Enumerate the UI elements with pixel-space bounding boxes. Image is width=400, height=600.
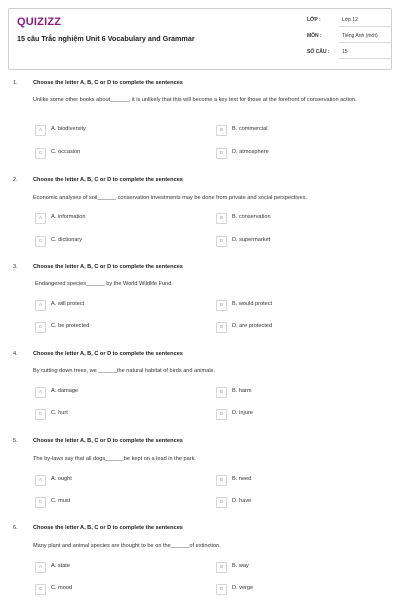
meta-divider: [339, 26, 391, 27]
option-text: A. damage: [51, 388, 79, 394]
question-instruction: Choose the letter A, B, C or D to complete the sentences: [33, 438, 183, 444]
question-text: By cutting down trees, we ______the natural habitat of birds and animals.: [33, 368, 215, 374]
option-text: D. atmosphere: [232, 149, 269, 155]
question-text: Many plant and animal species are thought to be on the______of extinction.: [33, 543, 221, 549]
option-letter-box: D: [216, 322, 227, 333]
worksheet-title: 15 câu Trắc nghiệm Unit 6 Vocabulary and Grammar: [17, 34, 195, 43]
question-number: 5.: [13, 438, 18, 444]
question-number: 1.: [13, 80, 18, 86]
option-letter-box: C: [35, 497, 46, 508]
option-letter-box: A: [35, 387, 46, 398]
option-text: B. way: [232, 563, 249, 569]
option-text: C. be protected: [51, 323, 90, 329]
option-text: D. injure: [232, 410, 253, 416]
question-text: Unlike some other books about______, it is unlikely that this will become a key text for those at the forefront of conservation action.: [33, 97, 357, 103]
option-text: B. conservation: [232, 214, 271, 220]
meta-label-class: LỚP :: [307, 17, 321, 23]
question-instruction: Choose the letter A, B, C or D to complete the sentences: [33, 177, 183, 183]
meta-label-subject: MÔN :: [307, 33, 322, 39]
option-text: A. biodiversity: [51, 126, 86, 132]
option-letter-box: B: [216, 387, 227, 398]
option-letter-box: C: [35, 409, 46, 420]
option-letter-box: A: [35, 562, 46, 573]
question-instruction: Choose the letter A, B, C or D to complete the sentences: [33, 80, 183, 86]
option-letter-box: C: [35, 584, 46, 595]
option-text: B. harm: [232, 388, 252, 394]
option-text: D. verge: [232, 585, 254, 591]
option-letter-box: D: [216, 497, 227, 508]
option-text: A. will protect: [51, 301, 85, 307]
option-letter-box: D: [216, 409, 227, 420]
option-text: B. commercial: [232, 126, 268, 132]
option-letter-box: A: [35, 213, 46, 224]
meta-divider: [339, 58, 391, 59]
meta-value-subject: Tiếng Anh (mới): [342, 33, 378, 39]
question-number: 6.: [13, 525, 18, 531]
option-letter-box: B: [216, 475, 227, 486]
quizizz-logo: QUIZIZZ: [17, 16, 62, 28]
option-letter-box: C: [35, 148, 46, 159]
option-letter-box: C: [35, 322, 46, 333]
option-letter-box: B: [216, 213, 227, 224]
question-instruction: Choose the letter A, B, C or D to complete the sentences: [33, 525, 183, 531]
worksheet-header: [8, 8, 392, 70]
option-text: D. are protected: [232, 323, 273, 329]
option-text: A. information: [51, 214, 86, 220]
option-letter-box: D: [216, 584, 227, 595]
option-text: B. need: [232, 476, 252, 482]
option-letter-box: B: [216, 300, 227, 311]
option-text: B. would protect: [232, 301, 273, 307]
meta-divider: [339, 42, 391, 43]
option-text: C. must: [51, 498, 71, 504]
option-text: C. hurt: [51, 410, 68, 416]
option-text: A. state: [51, 563, 70, 569]
option-text: D. supermarket: [232, 237, 271, 243]
question-instruction: Choose the letter A, B, C or D to complete the sentences: [33, 264, 183, 270]
option-letter-box: D: [216, 148, 227, 159]
option-letter-box: B: [216, 125, 227, 136]
question-instruction: Choose the letter A, B, C or D to complete the sentences: [33, 351, 183, 357]
question-number: 2.: [13, 177, 18, 183]
meta-label-count: SỐ CÂU :: [307, 49, 330, 55]
option-text: C. mood: [51, 585, 73, 591]
option-letter-box: C: [35, 236, 46, 247]
option-letter-box: A: [35, 300, 46, 311]
option-letter-box: A: [35, 125, 46, 136]
question-text: Economic analyses of soil______ conservation investments may be done from private and social perspectives.: [33, 195, 307, 201]
option-letter-box: D: [216, 236, 227, 247]
option-text: C. dictionary: [51, 237, 83, 243]
question-number: 4.: [13, 351, 18, 357]
option-letter-box: A: [35, 475, 46, 486]
question-text: Endangered species______ by the World Wildlife Fund.: [35, 281, 173, 287]
option-text: A. ought: [51, 476, 72, 482]
option-text: D. have: [232, 498, 252, 504]
question-number: 3.: [13, 264, 18, 270]
option-text: C. occasion: [51, 149, 81, 155]
meta-value-count: 15: [342, 49, 348, 55]
meta-value-class: Lớp 12: [342, 17, 358, 23]
option-letter-box: B: [216, 562, 227, 573]
question-text: The by-laws say that all dogs______be kept on a lead in the park.: [33, 456, 196, 462]
